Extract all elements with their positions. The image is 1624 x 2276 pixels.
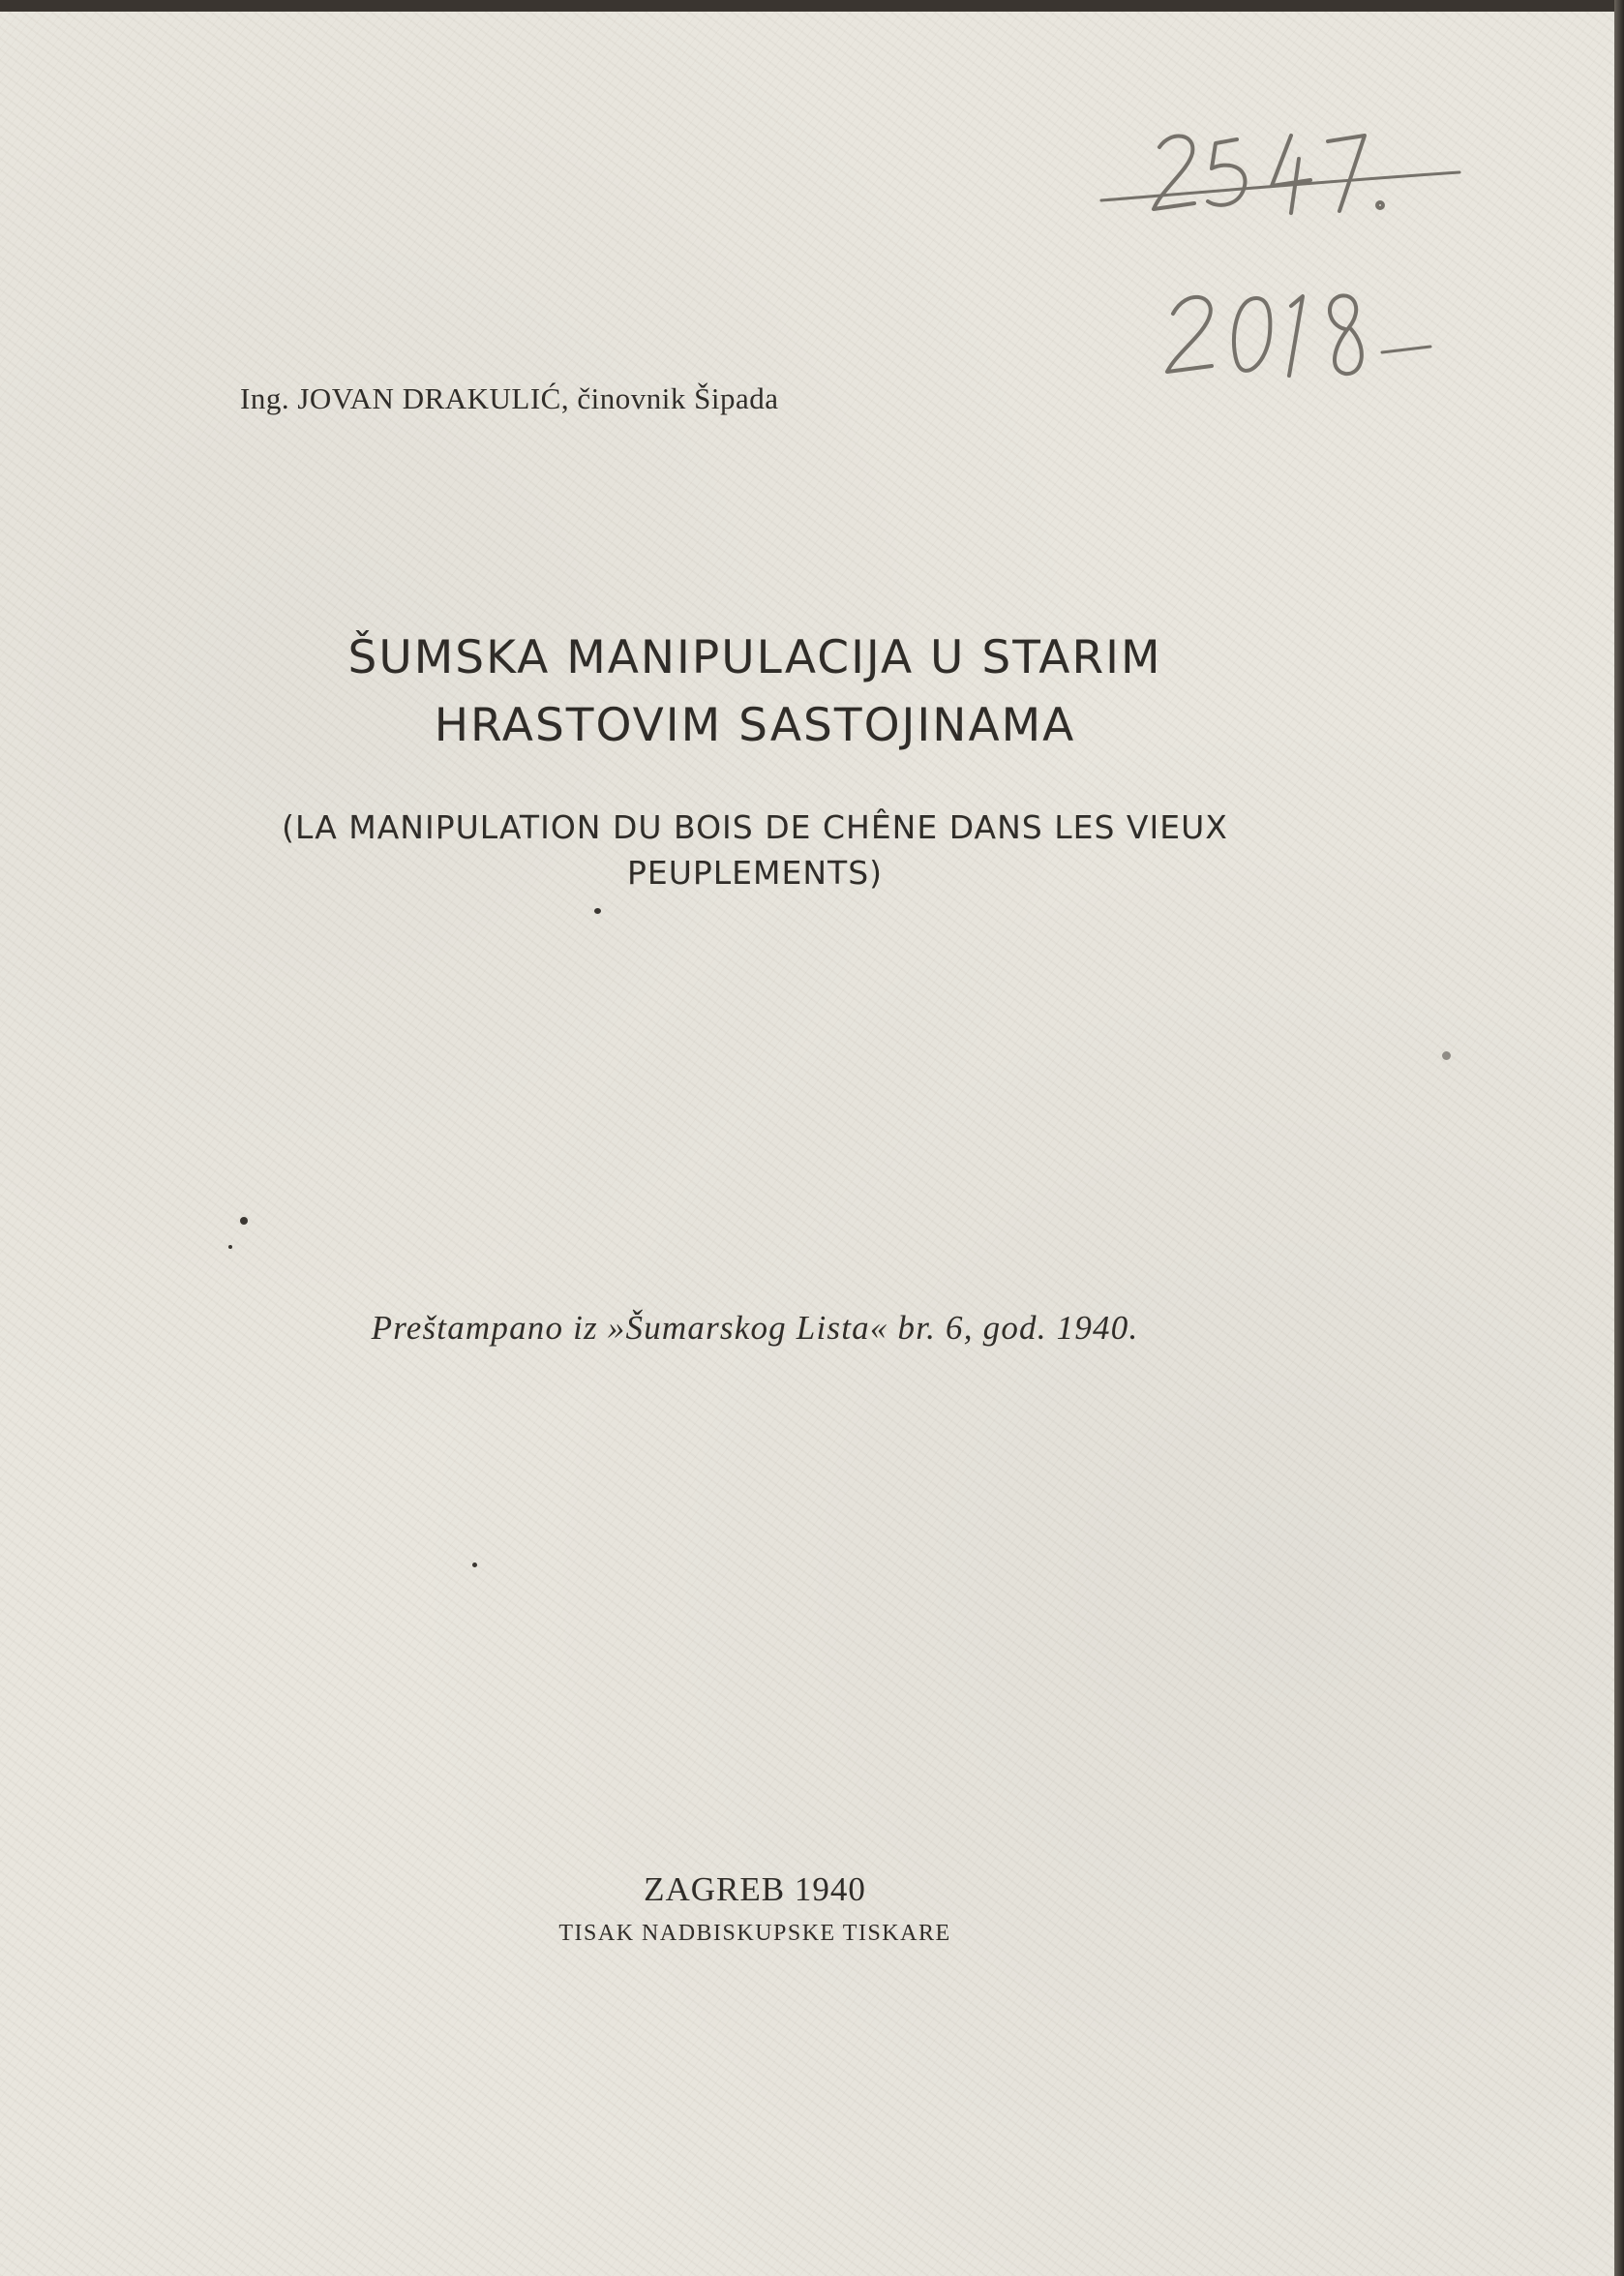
- printer-line: TISAK NADBISKUPSKE TISKARE: [558, 1921, 951, 1946]
- ink-speck: [1442, 1051, 1451, 1060]
- title-line-2: HRASTOVIM SASTOJINAMA: [434, 699, 1076, 752]
- author-line: Ing. JOVAN DRAKULIĆ, činovnik Šipada: [240, 381, 779, 415]
- subtitle-line-1: (LA MANIPULATION DU BOIS DE CHÊNE DANS LES VIEUX: [282, 808, 1228, 846]
- ink-speck: [594, 908, 601, 914]
- ink-speck: [240, 1217, 248, 1225]
- subtitle-line-2: PEUPLEMENTS): [626, 854, 884, 892]
- reprint-note: Preštampano iz »Šumarskog Lista« br. 6, god. 1940.: [371, 1309, 1139, 1347]
- document-page: [0, 12, 1614, 2276]
- place-year: ZAGREB 1940: [644, 1870, 866, 1908]
- page-edge-shadow: [1614, 0, 1624, 2276]
- title-line-1: ŠUMSKA MANIPULACIJA U STARIM: [347, 631, 1162, 684]
- handwritten-annotation: [1092, 108, 1479, 418]
- ink-speck: [472, 1563, 477, 1567]
- ink-speck: [228, 1245, 232, 1249]
